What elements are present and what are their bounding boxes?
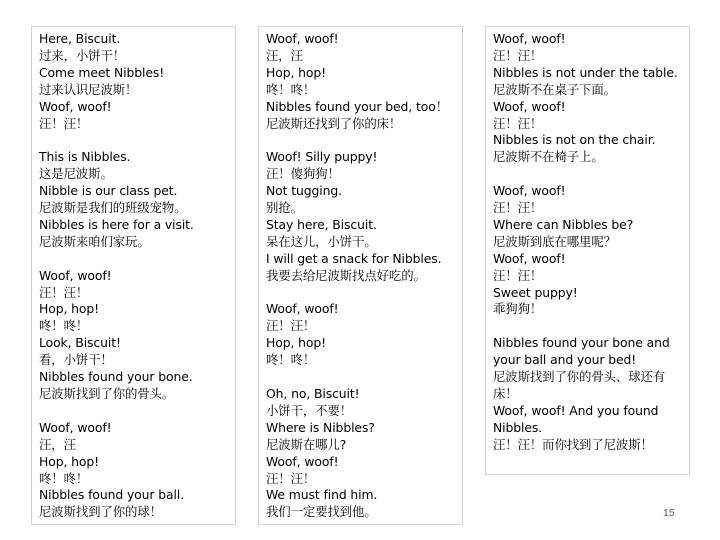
text-line: 咚！咚！ — [39, 318, 89, 334]
text-line: Nibbles found your bone and your ball and your bed! — [493, 335, 670, 368]
text-line: 小饼干，不要！ — [266, 402, 353, 418]
text-line: 汪！汪！ — [266, 470, 316, 486]
stanza-gap — [39, 251, 229, 268]
text-line: Where can Nibbles be? — [493, 216, 634, 232]
text-line: 咚！咚！ — [266, 352, 316, 368]
stanza-gap — [39, 132, 229, 149]
text-line: Woof, woof! — [39, 98, 112, 114]
text-line: 别抢。 — [266, 200, 303, 216]
text-line: 汪！汪！ — [39, 284, 89, 300]
text-line: Nibble is our class pet. — [39, 183, 178, 199]
text-line: 汪！汪！ — [39, 115, 89, 131]
text-line: 汪！汪！ — [493, 47, 543, 63]
text-line: 过来认识尼波斯！ — [39, 81, 138, 97]
text-line: Woof, woof! — [493, 250, 566, 266]
text-line: This is Nibbles. — [39, 149, 131, 165]
text-line: Woof, woof! — [266, 453, 339, 469]
text-line: 汪！汪！ — [493, 200, 543, 216]
text-line: We must find him. — [266, 487, 378, 503]
text-line: 尼波斯找到了你的骨头、球还有床！ — [493, 369, 666, 401]
text-line: 汪！汪！ — [493, 267, 543, 283]
text-column-2 — [258, 26, 463, 525]
text-column-3 — [485, 26, 690, 475]
text-line: Nibbles found your ball. — [39, 487, 185, 503]
text-line: 尼波斯不在桌子下面。 — [493, 81, 616, 97]
text-line: 尼波斯找到了你的骨头。 — [39, 386, 175, 401]
text-line: 我们一定要找到他。 — [266, 504, 377, 520]
text-line: Look, Biscuit! — [39, 335, 121, 351]
text-line: Woof, woof! — [493, 98, 566, 114]
stanza-gap — [493, 166, 683, 183]
stanza-gap — [266, 369, 456, 386]
text-line: 我要去给尼波斯找点好吃的。 — [266, 267, 426, 283]
text-line: 乖狗狗！ — [493, 301, 543, 317]
text-line: Woof, woof! — [39, 419, 112, 435]
text-line: Nibbles found your bone. — [39, 369, 193, 385]
text-line: 汪！傻狗狗！ — [266, 166, 340, 182]
stanza-gap — [266, 132, 456, 149]
text-line: 尼波斯还找到了你的床！ — [266, 115, 402, 131]
text-line: Nibbles is not on the chair. — [493, 132, 656, 148]
text-line: Woof! Silly puppy! — [266, 149, 378, 165]
stanza-gap — [493, 318, 683, 335]
text-line: 汪！汪！ — [266, 318, 316, 334]
text-line: 尼波斯找到了你的球！ — [39, 504, 162, 520]
stanza-gap — [39, 403, 229, 420]
text-line: 这是尼波斯。 — [39, 166, 113, 182]
text-line: Woof, woof! And you found Nibbles. — [493, 402, 659, 435]
text-line: Nibbles found your bed, too！ — [266, 98, 448, 114]
text-line: 汪，汪 — [266, 47, 303, 63]
text-line: 尼波斯在哪儿? — [266, 436, 347, 452]
text-line: Not tugging. — [266, 183, 342, 199]
text-line: 汪，汪 — [39, 436, 76, 452]
text-line: I will get a snack for Nibbles. — [266, 250, 442, 266]
stanza-gap — [266, 285, 456, 302]
text-line: 尼波斯是我们的班级宠物。 — [39, 200, 187, 216]
text-line: Woof, woof! — [493, 183, 566, 199]
text-column-1 — [31, 26, 236, 525]
text-line: 看，小饼干！ — [39, 352, 113, 368]
text-line: Woof, woof! — [266, 301, 339, 317]
text-line: Hop, hop! — [266, 64, 327, 80]
text-line: Stay here, Biscuit. — [266, 216, 377, 232]
text-line: Here, Biscuit. — [39, 31, 121, 46]
text-line: Hop, hop! — [266, 335, 327, 351]
text-line: 尼波斯不在椅子上。 — [493, 149, 604, 165]
text-line: 汪！汪！而你找到了尼波斯！ — [493, 436, 653, 452]
text-line: 过来，小饼干！ — [39, 47, 126, 63]
text-line: Nibbles is not under the table. — [493, 64, 678, 80]
text-line: Oh, no, Biscuit! — [266, 385, 360, 401]
text-line: Nibbles is here for a visit. — [39, 216, 194, 232]
text-line: Come meet Nibbles! — [39, 64, 165, 80]
text-line: Hop, hop! — [39, 301, 100, 317]
text-line: 呆在这儿，小饼干。 — [266, 233, 377, 249]
text-line: 咚！咚！ — [266, 81, 316, 97]
text-line: 尼波斯到底在哪里呢？ — [493, 233, 616, 249]
text-line: 咚！咚！ — [39, 470, 89, 486]
text-line: Where is Nibbles? — [266, 419, 375, 435]
text-line: 汪！汪！ — [493, 115, 543, 131]
page-number: 15 — [663, 507, 675, 519]
text-line: Woof, woof! — [493, 31, 566, 46]
text-line: Sweet puppy! — [493, 284, 578, 300]
text-line: 尼波斯来咱们家玩。 — [39, 233, 150, 249]
text-line: Hop, hop! — [39, 453, 100, 469]
text-line: Woof, woof! — [266, 31, 339, 46]
text-line: Woof, woof! — [39, 267, 112, 283]
